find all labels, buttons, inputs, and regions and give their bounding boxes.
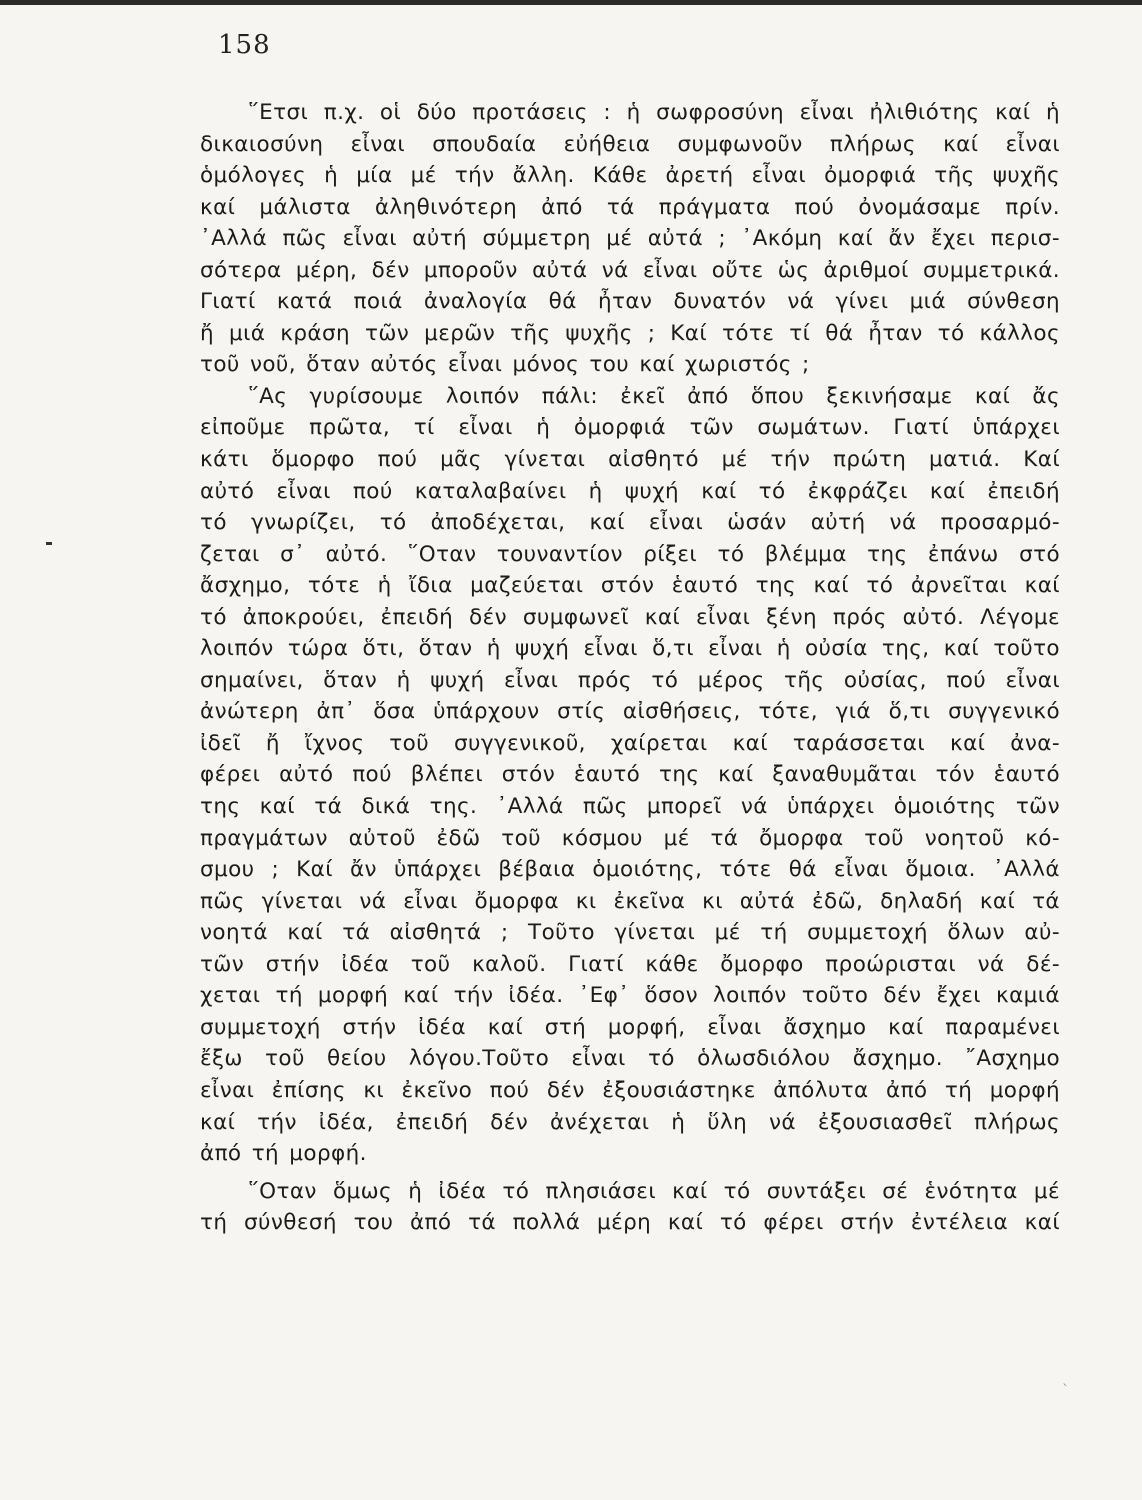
text-line: ῞Ας γυρίσουμε λοιπόν πάλι: ἐκεῖ ἀπό ὅπου ξεκινήσαμε καί ἄς bbox=[248, 383, 1060, 409]
text-line: τό γνωρίζει, τό ἀποδέχεται, καί εἶναι ὡσάν αὐτή νά προσαρμό- bbox=[200, 510, 1060, 536]
body-text bbox=[200, 97, 1060, 1239]
text-line: φέρει αὐτό πού βλέπει στόν ἑαυτό της καί ξαναθυμᾶται τόν ἑαυτό bbox=[200, 762, 1060, 788]
text-line: τό ἀποκρούει, ἐπειδή δέν συμφωνεῖ καί εἶναι ξένη πρός αὐτό. Λέγομε bbox=[200, 604, 1060, 630]
text-line: Γιατί κατά ποιά ἀναλογία θά ἦταν δυνατόν νά γίνει μιά σύνθεση bbox=[200, 289, 1060, 315]
text-line: ῞Οταν ὅμως ἡ ἰδέα τό πλησιάσει καί τό συντάξει σέ ἑνότητα μέ bbox=[248, 1178, 1060, 1204]
paragraph bbox=[200, 381, 1060, 1170]
text-line: δικαιοσύνη εἶναι σπουδαία εὐήθεια συμφωνοῦν πλήρως καί εἶναι bbox=[200, 131, 1060, 157]
text-line: πῶς γίνεται νά εἶναι ὄμορφα κι ἐκεῖνα κι αὐτά ἐδῶ, δηλαδή καί τά bbox=[200, 888, 1060, 914]
paragraph bbox=[200, 97, 1060, 381]
text-line: σότερα μέρη, δέν μποροῦν αὐτά νά εἶναι οὔτε ὡς ἀριθμοί συμμετρικά. bbox=[200, 257, 1060, 283]
text-line: ἀνώτερη ἀπ᾿ ὅσα ὑπάρχουν στίς αἰσθήσεις, τότε, γιά ὅ,τι συγγενικό bbox=[200, 699, 1060, 725]
text-line: σημαίνει, ὅταν ἡ ψυχή εἶναι πρός τό μέρος τῆς οὐσίας, πού εἶναι bbox=[200, 667, 1060, 693]
text-line: χεται τή μορφή καί τήν ἰδέα. ᾿Εφ᾿ ὅσον λοιπόν τοῦτο δέν ἔχει καμιά bbox=[200, 983, 1060, 1009]
text-line: ζεται σ᾿ αὐτό. ῞Οταν τουναντίον ρίξει τό βλέμμα της ἐπάνω στό bbox=[200, 541, 1060, 567]
text-line: τῶν στήν ἰδέα τοῦ καλοῦ. Γιατί κάθε ὄμορφο προώρισται νά δέ- bbox=[200, 951, 1060, 977]
margin-dash-mark bbox=[46, 542, 52, 545]
text-line: συμμετοχή στήν ἰδέα καί στή μορφή, εἶναι ἄσχημο καί παραμένει bbox=[200, 1014, 1060, 1040]
text-line: αὐτό εἶναι πού καταλαβαίνει ἡ ψυχή καί τό ἐκφράζει καί ἐπειδή bbox=[200, 478, 1060, 504]
text-line: ῞Ετσι π.χ. οἱ δύο προτάσεις : ἡ σωφροσύνη εἶναι ἠλιθιότης καί ἡ bbox=[248, 100, 1060, 125]
text-line: σμου ; Καί ἄν ὑπάρχει βέβαια ὁμοιότης, τότε θά εἶναι ὅμοια. ᾿Αλλά bbox=[200, 857, 1060, 883]
text-line: της καί τά δικά της. ᾿Αλλά πῶς μπορεῖ νά ὑπάρχει ὁμοιότης τῶν bbox=[200, 794, 1060, 820]
text-line: κάτι ὅμορφο πού μᾶς γίνεται αἰσθητό μέ τήν πρώτη ματιά. Καί bbox=[200, 447, 1060, 473]
text-line: ἀπό τή μορφή. bbox=[200, 1141, 367, 1167]
text-line: καί μάλιστα ἀληθινότερη ἀπό τά πράγματα πού ὀνομάσαμε πρίν. bbox=[200, 194, 1060, 220]
text-line: ἤ μιά κράση τῶν μερῶν τῆς ψυχῆς ; Καί τότε τί θά ἦταν τό κάλλος bbox=[200, 320, 1060, 346]
text-line: τή σύνθεσή του ἀπό τά πολλά μέρη καί τό φέρει στήν ἐντέλεια καί bbox=[200, 1210, 1060, 1236]
text-line: λοιπόν τώρα ὅτι, ὅταν ἡ ψυχή εἶναι ὅ,τι εἶναι ἡ οὐσία της, καί τοῦτο bbox=[200, 636, 1060, 662]
text-line: καί τήν ἰδέα, ἐπειδή δέν ἀνέχεται ἡ ὕλη νά ἐξουσιασθεῖ πλήρως bbox=[200, 1109, 1060, 1135]
text-line: ἔξω τοῦ θείου λόγου.Τοῦτο εἶναι τό ὁλωσδιόλου ἄσχημο. ῎Ασχημο bbox=[200, 1046, 1060, 1072]
text-line: ἰδεῖ ἤ ἴχνος τοῦ συγγενικοῦ, χαίρεται καί ταράσσεται καί ἀνα- bbox=[200, 730, 1060, 756]
text-line: τοῦ νοῦ, ὅταν αὐτός εἶναι μόνος του καί χωριστός ; bbox=[200, 352, 810, 378]
text-line: ᾿Αλλά πῶς εἶναι αὐτή σύμμετρη μέ αὐτά ; ᾿Ακόμη καί ἄν ἔχει περισ- bbox=[200, 226, 1060, 252]
page-top-edge bbox=[0, 0, 1142, 5]
text-line: εἶναι ἐπίσης κι ἐκεῖνο πού δέν ἐξουσιάστηκε ἀπόλυτα ἀπό τή μορφή bbox=[200, 1077, 1060, 1103]
text-line: ἄσχημο, τότε ἡ ἴδια μαζεύεται στόν ἑαυτό της καί τό ἀρνεῖται καί bbox=[200, 573, 1060, 599]
text-line: νοητά καί τά αἰσθητά ; Τοῦτο γίνεται μέ τή συμμετοχή ὅλων αὐ- bbox=[200, 920, 1060, 946]
paragraph bbox=[200, 1176, 1060, 1239]
page-number: 158 bbox=[218, 30, 271, 60]
margin-tick-mark: ` bbox=[1062, 1383, 1069, 1399]
text-line: ὁμόλογες ἡ μία μέ τήν ἄλλη. Κάθε ἀρετή εἶναι ὀμορφιά τῆς ψυχῆς bbox=[200, 163, 1060, 189]
text-line: πραγμάτων αὐτοῦ ἐδῶ τοῦ κόσμου μέ τά ὄμορφα τοῦ νοητοῦ κό- bbox=[200, 825, 1060, 851]
text-line: εἰποῦμε πρῶτα, τί εἶναι ἡ ὀμορφιά τῶν σωμάτων. Γιατί ὑπάρχει bbox=[200, 415, 1060, 441]
